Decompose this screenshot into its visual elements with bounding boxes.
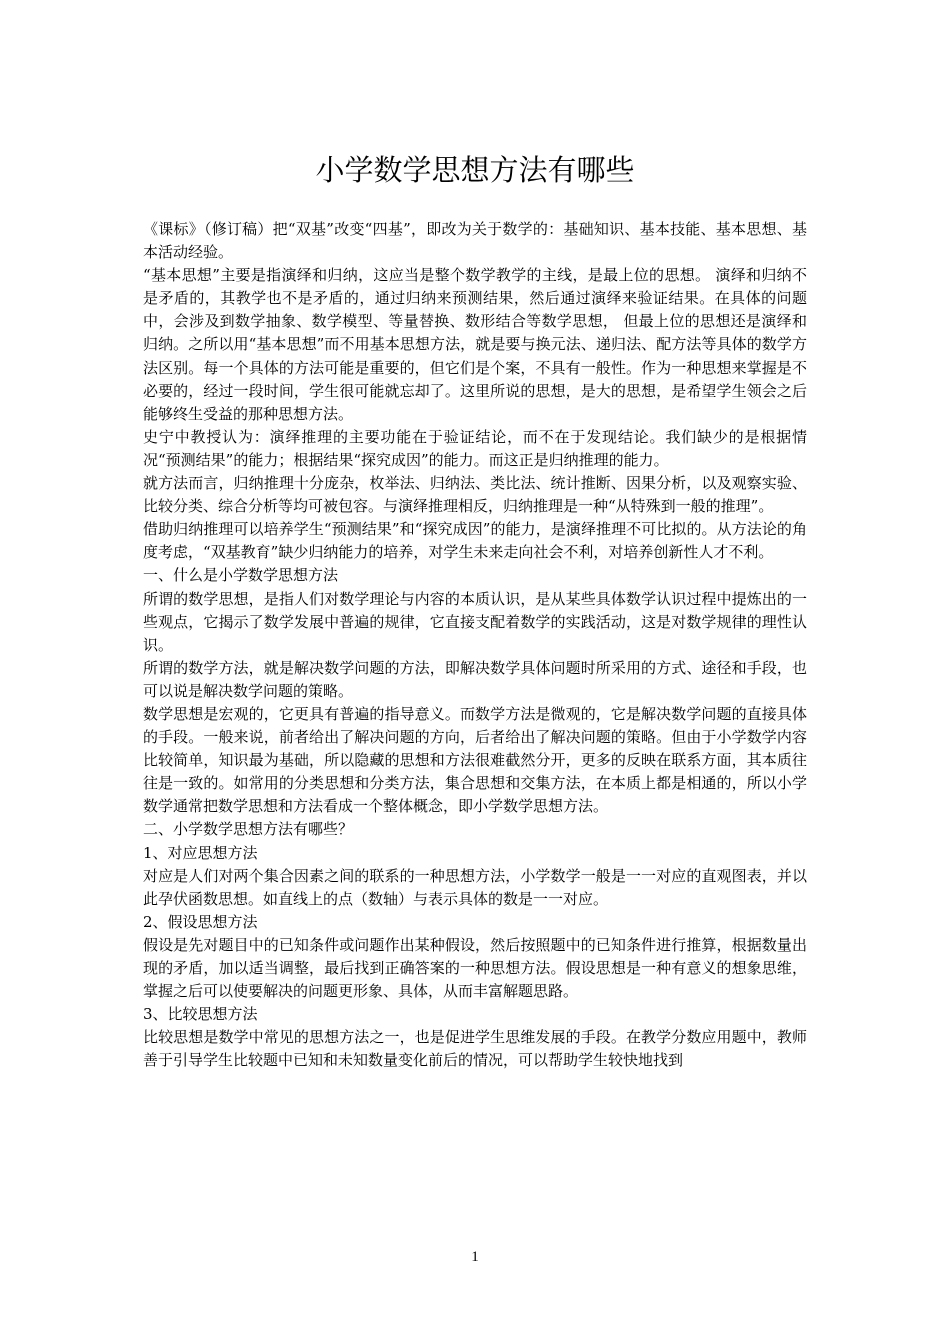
- document-title: 小学数学思想方法有哪些: [315, 153, 635, 187]
- paragraph: 比较思想是数学中常见的思想方法之一，也是促进学生思维发展的手段。在教学分数应用题中，教师善于引导学生比较题中已知和未知数量变化前后的情况，可以帮助学生较快地找到: [143, 1028, 807, 1070]
- paragraph: 假设是先对题目中的已知条件或问题作出某种假设，然后按照题中的已知条件进行推算，根据数量出现的矛盾，加以适当调整，最后找到正确答案的一种思想方法。假设思想是一种有意义的想象思维，掌握之后可以使要解决的问题更形象、具体，从而丰富解题思路。: [143, 935, 807, 1001]
- paragraph: 借助归纳推理可以培养学生“预测结果”和“探究成因”的能力，是演绎推理不可比拟的。从方法论的角度考虑，“双基教育”缺少归纳能力的培养，对学生未来走向社会不利，对培养创新性人才不利。: [143, 520, 807, 562]
- section-heading: 一、什么是小学数学思想方法: [143, 566, 339, 585]
- paragraph: “基本思想”主要是指演绎和归纳，这应当是整个数学教学的主线，是最上位的思想。 演绎和归纳不是矛盾的，其教学也不是矛盾的，通过归纳来预测结果，然后通过演绎来验证结果。在具体的问题中，会涉及到数学抽象、数学模型、等量替换、数形结合等数学思想， 但最上位的思想还是演绎和归纳。之所以用“基本思想”而不用基本思想方法，就是要与换元法、递归法、配方法等具体的数学方法区别。每一个具体的方法可能是重要的，但它们是个案，不具有一般性。作为一种思想来掌握是不必要的，经过一段时间，学生很可能就忘却了。这里所说的思想，是大的思想，是希望学生领会之后能够终生受益的那种思想方法。: [143, 266, 807, 423]
- subsection-heading: 3、比较思想方法: [143, 1005, 258, 1024]
- subsection-heading: 1、对应思想方法: [143, 843, 258, 862]
- paragraph: 所谓的数学方法，就是解决数学问题的方法，即解决数学具体问题时所采用的方式、途径和手段，也可以说是解决数学问题的策略。: [143, 658, 807, 700]
- paragraph: 史宁中教授认为：演绎推理的主要功能在于验证结论，而不在于发现结论。我们缺少的是根据情况“预测结果”的能力；根据结果“探究成因”的能力。而这正是归纳推理的能力。: [143, 427, 807, 469]
- paragraph: 就方法而言，归纳推理十分庞杂，枚举法、归纳法、类比法、统计推断、因果分析，以及观察实验、比较分类、综合分析等均可被包容。与演绎推理相反，归纳推理是一种“从特殊到一般的推理”。: [143, 474, 807, 516]
- page-number: 1: [471, 1249, 479, 1265]
- subsection-heading: 2、假设思想方法: [143, 912, 258, 931]
- paragraph: 所谓的数学思想，是指人们对数学理论与内容的本质认识，是从某些具体数学认识过程中提炼出的一些观点，它揭示了数学发展中普遍的规律，它直接支配着数学的实践活动，这是对数学规律的理性认识。: [143, 589, 807, 654]
- paragraph: 对应是人们对两个集合因素之间的联系的一种思想方法，小学数学一般是一一对应的直观图表，并以此孕伏函数思想。如直线上的点（数轴）与表示具体的数是一一对应。: [143, 866, 807, 908]
- paragraph: 《课标》（修订稿）把“双基”改变“四基”，即改为关于数学的：基础知识、基本技能、基本思想、基本活动经验。: [143, 220, 807, 262]
- paragraph: 数学思想是宏观的，它更具有普遍的指导意义。而数学方法是微观的，它是解决数学问题的直接具体的手段。一般来说，前者给出了解决问题的方向，后者给出了解决问题的策略。但由于小学数学内容比较简单，知识最为基础，所以隐藏的思想和方法很难截然分开，更多的反映在联系方面，其本质往往是一致的。如常用的分类思想和分类方法，集合思想和交集方法，在本质上都是相通的，所以小学数学通常把数学思想和方法看成一个整体概念，即小学数学思想方法。: [143, 704, 807, 816]
- document-body: [143, 218, 807, 1072]
- section-heading: 二、小学数学思想方法有哪些？: [143, 820, 354, 839]
